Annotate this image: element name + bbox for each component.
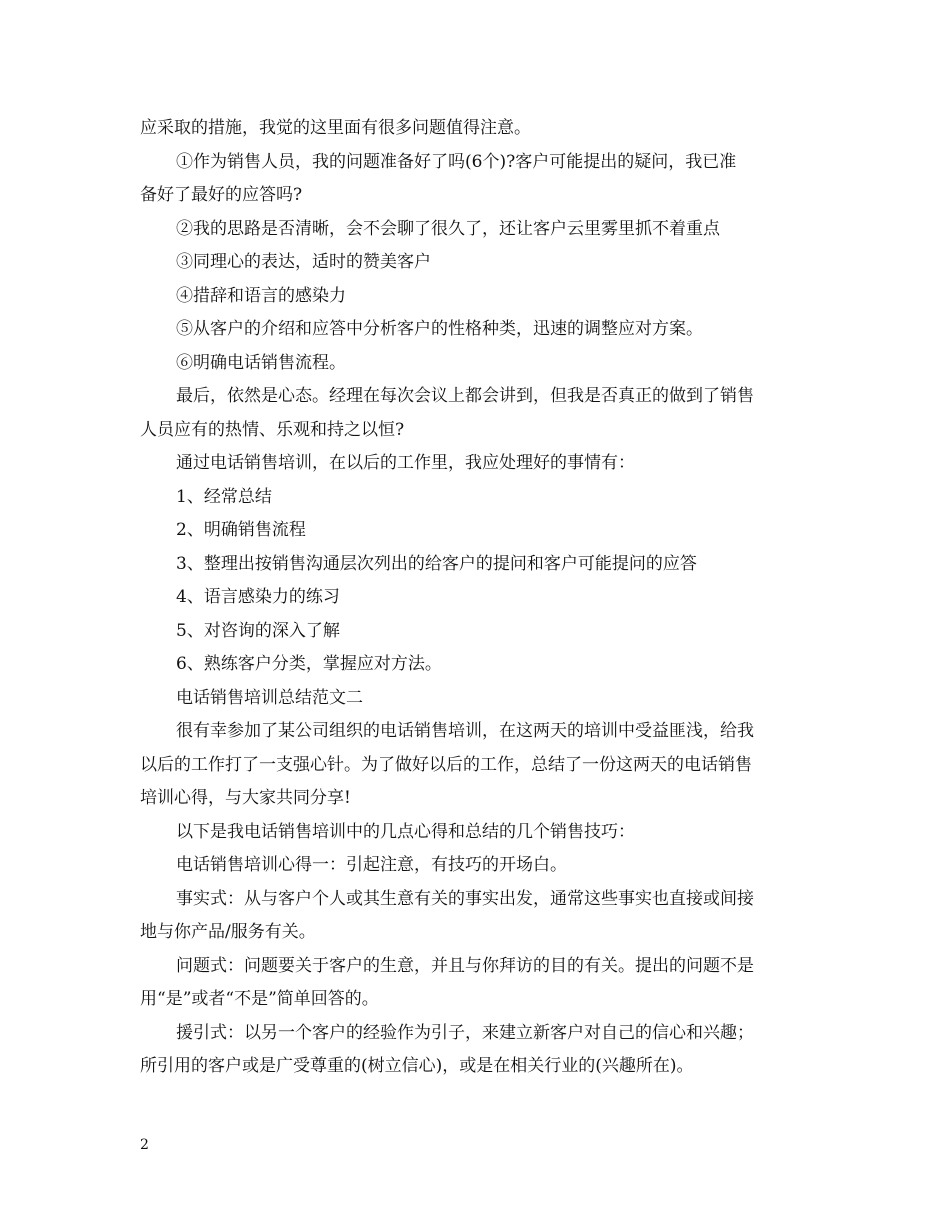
text-line: 援引式：以另一个客户的经验作为引子，来建立新客户对自己的信心和兴趣； — [176, 1022, 754, 1043]
list-item: 6、熟练客户分类，掌握应对方法。 — [176, 654, 442, 674]
list-item: 4、语言感染力的练习 — [176, 587, 340, 607]
text-line: 备好了最好的应答吗? — [140, 185, 303, 205]
text-line: ①作为销售人员，我的问题准备好了吗(6个)?客户可能提出的疑问，我已准 — [176, 151, 737, 172]
list-item: 5、对咨询的深入了解 — [176, 620, 340, 641]
text-line: ⑤从客户的介绍和应答中分析客户的性格种类，迅速的调整应对方案。 — [176, 319, 703, 339]
text-line: ④措辞和语言的感染力 — [176, 285, 346, 306]
list-item: 3、整理出按销售沟通层次列出的给客户的提问和客户可能提问的应答 — [176, 553, 697, 574]
text-line: 通过电话销售培训，在以后的工作里，我应处理好的事情有： — [176, 453, 635, 473]
text-line: 地与你产品/服务有关。 — [140, 922, 316, 942]
text-line: 培训心得，与大家共同分享! — [140, 788, 351, 808]
text-line: 很有幸参加了某公司组织的电话销售培训，在这两天的培训中受益匪浅，给我 — [176, 721, 754, 741]
text-line: 最后，依然是心态。经理在每次会议上都会讲到，但我是否真正的做到了销售 — [176, 386, 754, 406]
text-line: 用“是”或者“不是”简单回答的。 — [140, 989, 379, 1009]
list-item: 1、经常总结 — [176, 486, 272, 507]
section-heading: 电话销售培训总结范文二 — [176, 687, 363, 708]
document-body — [140, 112, 816, 1084]
text-line: 以下是我电话销售培训中的几点心得和总结的几个销售技巧： — [176, 821, 635, 842]
text-line: 电话销售培训心得一：引起注意，有技巧的开场白。 — [176, 855, 567, 875]
text-line: ③同理心的表达，适时的赞美客户 — [176, 252, 431, 272]
text-line: ②我的思路是否清晰，会不会聊了很久了，还让客户云里雾里抓不着重点 — [176, 218, 720, 239]
text-line: 事实式：从与客户个人或其生意有关的事实出发，通常这些事实也直接或间接 — [176, 888, 754, 909]
list-item: 2、明确销售流程 — [176, 520, 306, 540]
text-line: 人员应有的热情、乐观和持之以恒? — [140, 419, 405, 440]
text-line: ⑥明确电话销售流程。 — [176, 352, 346, 373]
text-line: 所引用的客户或是广受尊重的(树立信心)，或是在相关行业的(兴趣所在)。 — [140, 1056, 694, 1076]
page-number: 2 — [140, 1137, 149, 1153]
text-line: 应采取的措施，我觉的这里面有很多问题值得注意。 — [140, 118, 531, 138]
text-line: 以后的工作打了一支强心针。为了做好以后的工作，总结了一份这两天的电话销售 — [140, 754, 752, 775]
text-line: 问题式：问题要关于客户的生意，并且与你拜访的目的有关。提出的问题不是 — [176, 955, 754, 976]
